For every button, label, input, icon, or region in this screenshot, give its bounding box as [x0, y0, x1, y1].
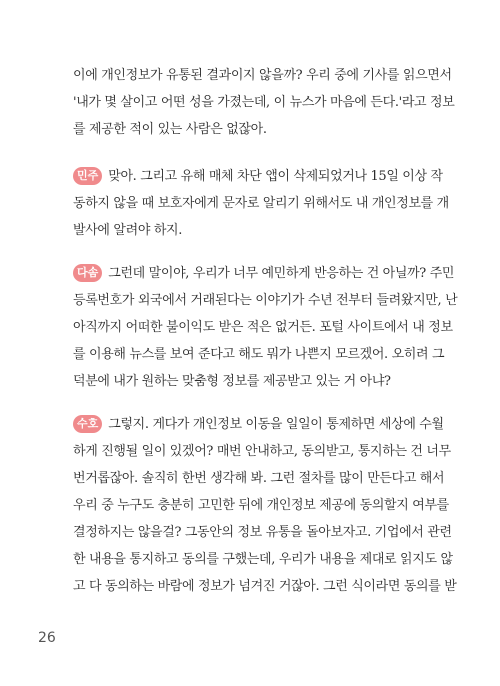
text-line: [73, 411, 444, 438]
page-number: 26: [38, 630, 56, 646]
speaker-badge: 민주: [73, 167, 102, 185]
text-line: 이에 개인정보가 유통된 결과이지 않을까? 우리 중에 기사를 읽으면서: [73, 68, 452, 83]
text-line: 한 내용을 통지하고 동의를 구했는데, 우리가 내용을 제대로 읽지도 않: [73, 552, 453, 567]
text-line: [73, 163, 443, 190]
text-line: 동하지 않을 때 보호자에게 문자로 알리기 위해서도 내 개인정보를 개: [73, 196, 449, 211]
text-line: 발사에 알려야 하지.: [73, 223, 183, 238]
text-line: 번거롭잖아. 솔직히 한번 생각해 봐. 그런 절차를 많이 만든다고 해서: [73, 471, 445, 486]
paragraph-minju: [73, 163, 449, 244]
paragraph-suho: [73, 411, 457, 600]
text-segment: 맞아. 그리고 유해 매체 차단 앱이 삭제되었거나 15일 이상 작: [108, 169, 443, 184]
text-line: 를 이용해 뉴스를 보여 준다고 해도 뭐가 나쁜지 모르겠어. 오히려 그: [73, 347, 445, 362]
text-segment: 그렇지. 게다가 개인정보 이동을 일일이 통제하면 세상에 수월: [108, 417, 444, 432]
paragraph-intro: [73, 62, 455, 143]
text-line: 결정하지는 않을걸? 그동안의 정보 유통을 돌아보자고. 기업에서 관련: [73, 525, 452, 540]
speaker-badge: 다솜: [73, 264, 102, 282]
text-line: 등록번호가 외국에서 거래된다는 이야기가 수년 전부터 들려왔지만, 난: [73, 293, 458, 308]
text-line: 아직까지 어떠한 불이익도 받은 적은 없거든. 포털 사이트에서 내 정보: [73, 320, 453, 335]
text-line: [73, 260, 455, 287]
paragraph-dasom: [73, 260, 458, 395]
text-line: 를 제공한 적이 있는 사람은 없잖아.: [73, 122, 267, 137]
speaker-badge: 수호: [73, 415, 102, 433]
text-line: 하게 진행될 일이 있겠어? 매번 안내하고, 동의받고, 통지하는 건 너무: [73, 444, 451, 459]
text-line: 덕분에 내가 원하는 맞춤형 정보를 제공받고 있는 거 아냐?: [73, 374, 391, 389]
text-line: '내가 몇 살이고 어떤 성을 가졌는데, 이 뉴스가 마음에 든다.'라고 정보: [73, 95, 455, 110]
text-line: 고 다 동의하는 바람에 정보가 넘겨진 거잖아. 그런 식이라면 동의를 받: [73, 579, 457, 594]
text-segment: 그런데 말이야, 우리가 너무 예민하게 반응하는 건 아닐까? 주민: [108, 266, 455, 281]
text-line: 우리 중 누구도 충분히 고민한 뒤에 개인정보 제공에 동의할지 여부를: [73, 498, 449, 513]
